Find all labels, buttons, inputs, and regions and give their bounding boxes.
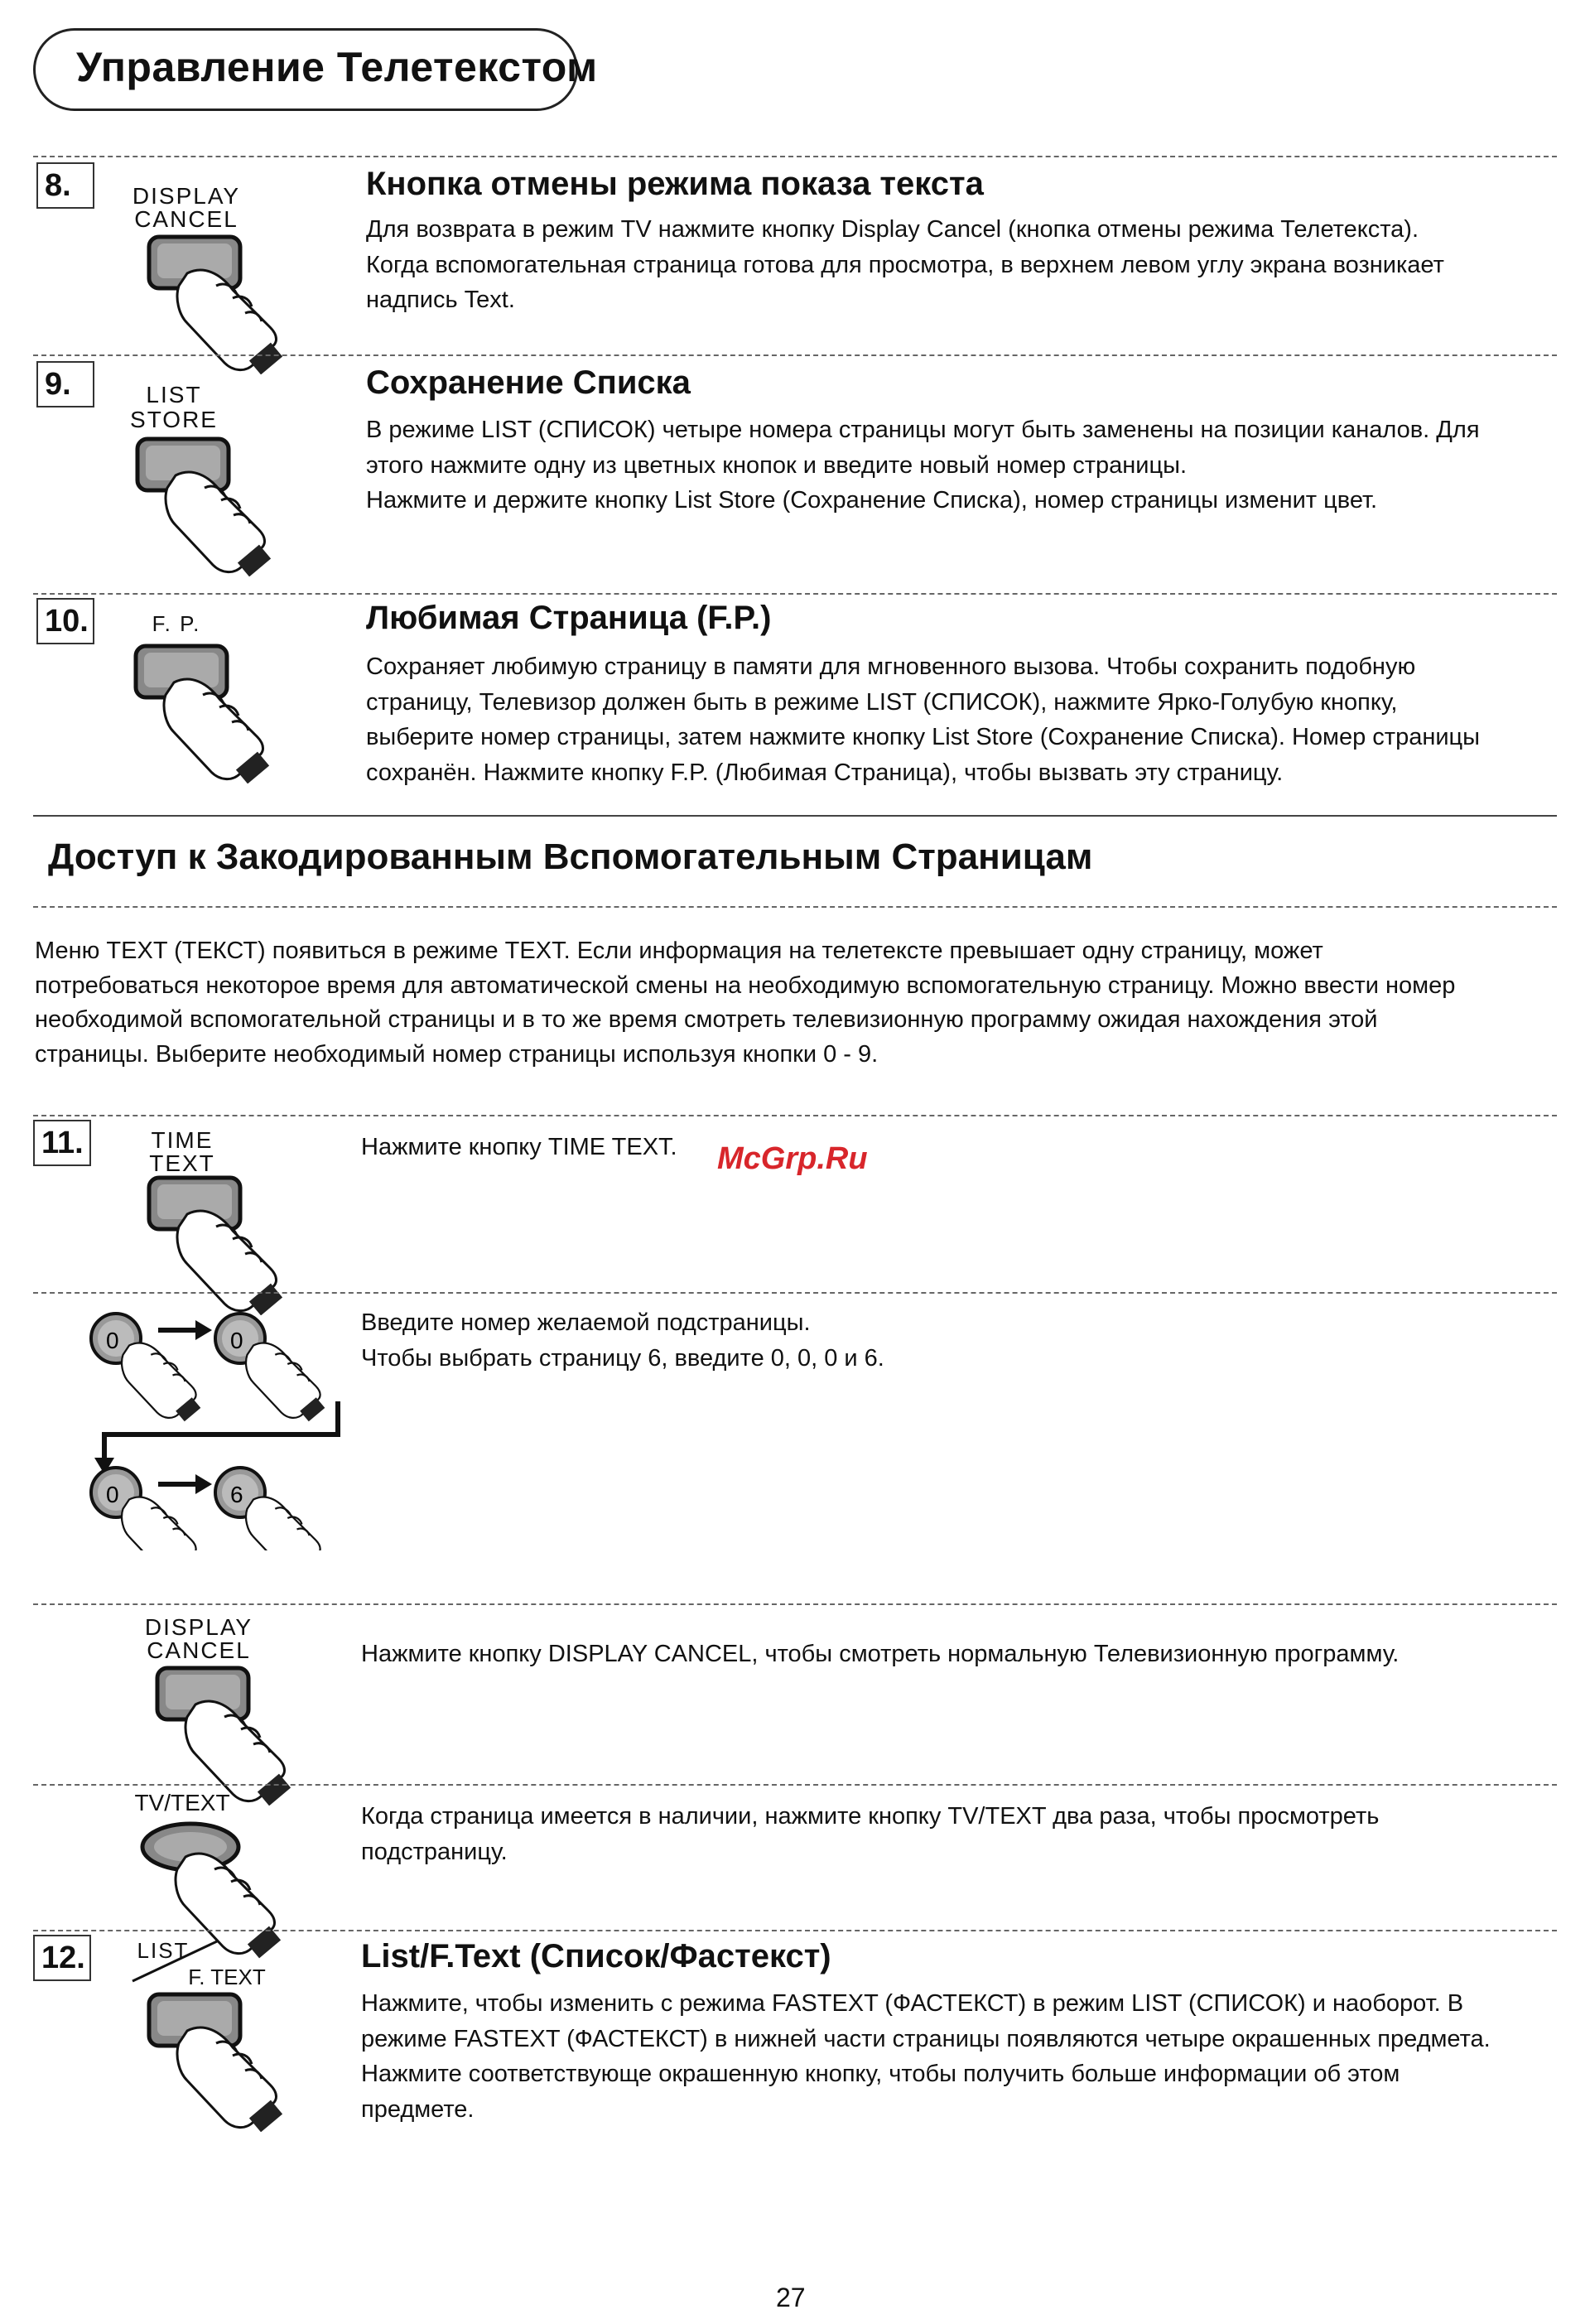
section-title: Доступ к Закодированным Вспомогательным Страницам xyxy=(48,837,1093,877)
digit-key-4[interactable]: 6 xyxy=(230,1482,243,1507)
divider xyxy=(33,354,1557,356)
time-text-label-2: TEXT xyxy=(149,1150,215,1176)
divider xyxy=(33,1115,1557,1116)
intro-line: Меню TEXT (ТЕКСТ) появиться в режиме TEXT. Если информация на телетексте превышает одну страницу, может xyxy=(35,938,1323,964)
item-number-10: 10. xyxy=(36,598,94,644)
divider xyxy=(33,1603,1557,1605)
time-text-label-1: TIME xyxy=(151,1127,214,1153)
display-cancel2-label-1: DISPLAY xyxy=(144,1614,253,1640)
heading-list-store: Сохранение Списка xyxy=(366,364,691,401)
text-line: В режиме LIST (СПИСОК) четыре номера страницы могут быть заменены на позиции каналов. Для xyxy=(366,417,1480,443)
digit-key-3[interactable]: 0 xyxy=(106,1482,119,1507)
divider xyxy=(33,156,1557,157)
watermark: McGrp.Ru xyxy=(717,1141,868,1176)
display-cancel-label-2: CANCEL xyxy=(134,206,238,232)
list-ftext-label-2: F. TEXT xyxy=(188,1965,266,1989)
heading-favourite-page: Любимая Страница (F.P.) xyxy=(366,600,772,636)
text-line: Введите номер желаемой подстраницы. xyxy=(361,1309,811,1336)
text-favourite-page xyxy=(366,649,1575,790)
intro-line: необходимой вспомогательной страницы и в то же время смотреть телевизионную программу ожидая нахождения этой xyxy=(35,1006,1378,1033)
text-line: Чтобы выбрать страницу 6, введите 0, 0, 0 и 6. xyxy=(361,1344,884,1372)
text-list-ftext xyxy=(361,1986,1570,2127)
divider xyxy=(33,906,1557,908)
digit-key-1[interactable]: 0 xyxy=(106,1328,119,1353)
list-ftext-label-1: LIST xyxy=(137,1938,190,1963)
fp-button-icon[interactable] xyxy=(132,643,290,784)
heading-display-cancel: Кнопка отмены режима показа текста xyxy=(366,166,984,202)
text-line: подстраницу. xyxy=(361,1838,508,1865)
text-display-cancel2: Нажмите кнопку DISPLAY CANCEL, чтобы смотреть нормальную Телевизионную программу. xyxy=(361,1641,1400,1667)
text-line: Когда страница имеется в наличии, нажмите кнопку TV/TEXT два раза, чтобы просмотреть xyxy=(361,1803,1380,1830)
text-line: Когда вспомогательная страница готова для просмотра, в верхнем левом углу экрана возникает xyxy=(366,251,1444,278)
digit-key-2[interactable]: 0 xyxy=(230,1328,243,1353)
divider xyxy=(33,1784,1557,1786)
text-line: Нажмите, чтобы изменить с режима FASTEXT (ФАСТЕКСТ) в режим LIST (СПИСОК) и наоборот. В xyxy=(361,1990,1464,2017)
text-line: предмете. xyxy=(361,2095,475,2123)
list-store-label-1: LIST xyxy=(146,382,202,407)
heading-list-ftext: List/F.Text (Список/Фастекст) xyxy=(361,1938,831,1974)
text-tv-text xyxy=(361,1799,1570,1869)
digit-diagram xyxy=(80,1302,344,1550)
list-store-label-2: STORE xyxy=(130,407,218,432)
list-store-button-icon[interactable] xyxy=(134,436,292,576)
page-title: Управление Телетекстом xyxy=(76,44,598,90)
item-number-9: 9. xyxy=(36,361,94,407)
text-line: выберите номер страницы, затем нажмите кнопку List Store (Сохранение Списка). Номер страницы xyxy=(366,724,1481,750)
section-intro xyxy=(35,934,1559,1072)
text-line: Нажмите соответствующе окрашенную кнопку, чтобы получить больше информации об этом xyxy=(361,2061,1400,2087)
text-time-text: Нажмите кнопку TIME TEXT. xyxy=(361,1134,677,1160)
page-number: 27 xyxy=(776,2283,806,2312)
text-list-store xyxy=(366,412,1575,518)
item-number-11: 11. xyxy=(33,1120,91,1166)
text-line: страницу, Телевизор должен быть в режиме LIST (СПИСОК), нажмите Ярко-Голубую кнопку, xyxy=(366,688,1398,716)
section-divider xyxy=(33,815,1557,817)
tv-text-label: TV/TEXT xyxy=(134,1790,230,1815)
time-text-button-icon[interactable] xyxy=(146,1174,303,1315)
display-cancel2-label-2: CANCEL xyxy=(147,1637,251,1663)
text-line: надпись Text. xyxy=(366,287,515,313)
fp-label: F. P. xyxy=(152,611,201,636)
slash-divider xyxy=(124,1935,224,1984)
intro-line: страницы. Выберите необходимый номер страницы используя кнопки 0 - 9. xyxy=(35,1040,879,1068)
text-line: Нажмите и держите кнопку List Store (Сохранение Списка), номер страницы изменит цвет. xyxy=(366,487,1378,513)
divider xyxy=(33,593,1557,595)
text-line: Сохраняет любимую страницу в памяти для мгновенного вызова. Чтобы сохранить подобную xyxy=(366,653,1416,680)
intro-line: потребоваться некоторое время для автоматической смены на необходимую вспомогательную страницу. Можно ввести номер xyxy=(35,972,1456,999)
display-cancel-label-1: DISPLAY xyxy=(132,183,241,209)
display-cancel-button-icon[interactable] xyxy=(146,234,303,374)
item-number-12: 12. xyxy=(33,1935,91,1981)
text-line: этого нажмите одну из цветных кнопок и введите новый номер страницы. xyxy=(366,451,1187,479)
divider xyxy=(33,1292,1557,1294)
text-digits xyxy=(361,1305,1570,1376)
text-display-cancel xyxy=(366,212,1575,318)
text-line: режиме FASTEXT (ФАСТЕКСТ) в нижней части страницы появляются четыре окрашенных предмета. xyxy=(361,2025,1491,2052)
text-line: сохранён. Нажмите кнопку F.P. (Любимая Страница), чтобы вызвать эту страницу. xyxy=(366,759,1284,786)
item-number-8: 8. xyxy=(36,162,94,209)
divider xyxy=(33,1930,1557,1931)
digit-sequence xyxy=(80,1302,344,1550)
list-ftext-button-icon[interactable] xyxy=(146,1991,303,2132)
text-line: Для возврата в режим TV нажмите кнопку Display Cancel (кнопка отмены режима Телетекста). xyxy=(366,216,1419,243)
